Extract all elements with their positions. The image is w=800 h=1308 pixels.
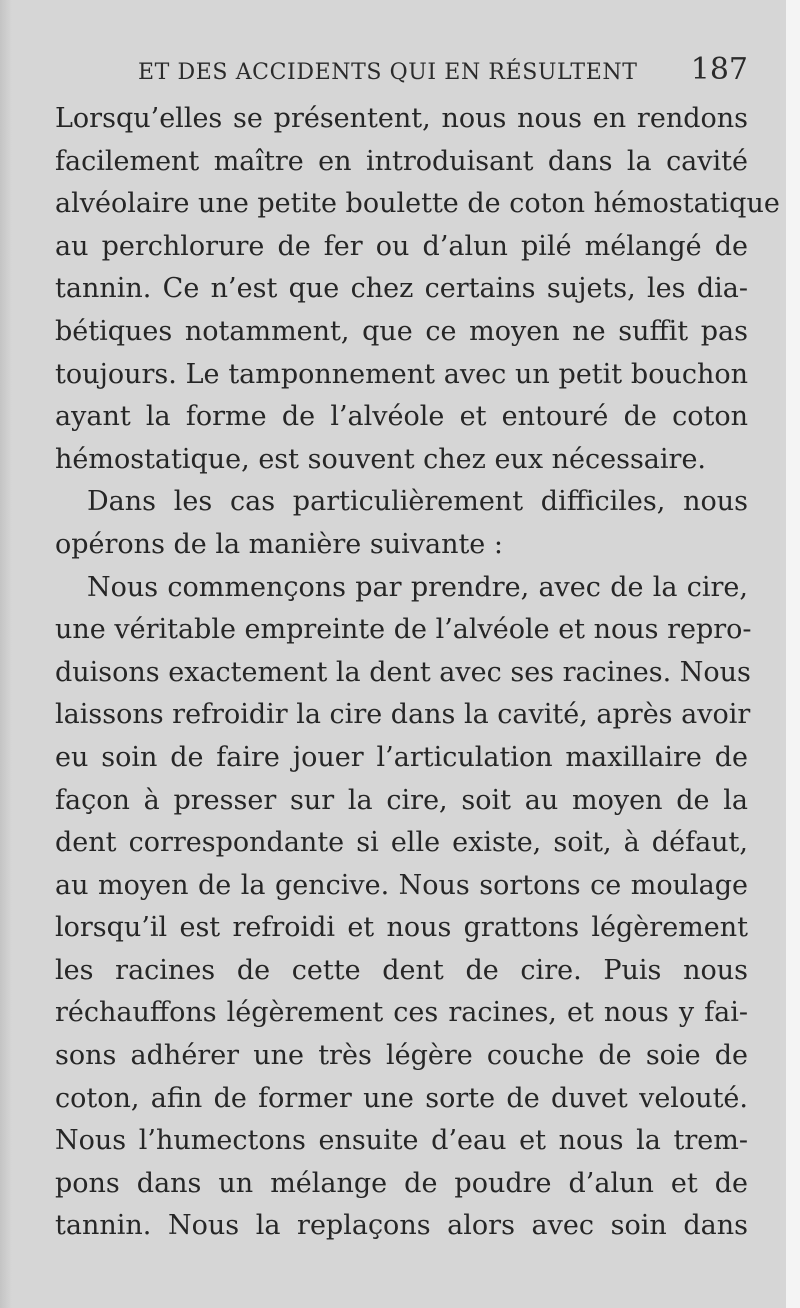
text-line: au perchlorure de fer ou d’alun pilé mélangé de <box>55 230 748 262</box>
page-number: 187 <box>690 52 748 87</box>
text-line: Lorsqu’elles se présentent, nous nous en rendons <box>55 103 748 134</box>
text-line: alvéolaire une petite boulette de coton hémostatique <box>55 188 780 220</box>
text-line: Nous commençons par prendre, avec de la cire, <box>87 571 748 603</box>
text-line: une véritable empreinte de l’alvéole et nous repro- <box>55 614 752 646</box>
text-line: hémostatique, est souvent chez eux nécessaire. <box>55 443 707 475</box>
text-line: eu soin de faire jouer l’articulation maxillaire de <box>55 741 748 773</box>
text-line: Nous l’humectons ensuite d’eau et nous la trem- <box>55 1125 748 1157</box>
text-line: bétiques notamment, que ce moyen ne suffit pas <box>55 315 748 347</box>
text-line: tannin. Ce n’est que chez certains sujets, les dia- <box>55 273 748 305</box>
text-line: dent correspondante si elle existe, soit, à défaut, <box>55 827 748 859</box>
body-text <box>55 98 780 1248</box>
text-line: pons dans un mélange de poudre d’alun et de <box>55 1167 748 1199</box>
text-line: opérons de la manière suivante : <box>55 528 503 560</box>
scan-margin <box>786 0 800 1308</box>
text-line: tannin. Nous la replaçons alors avec soin dans <box>55 1210 748 1242</box>
text-line: au moyen de la gencive. Nous sortons ce moulage <box>55 869 748 901</box>
text-line: duisons exactement la dent avec ses racines. Nous <box>55 656 751 688</box>
text-line: sons adhérer une très légère couche de soie de <box>55 1040 748 1072</box>
text-line: les racines de cette dent de cire. Puis nous <box>55 954 748 986</box>
text-line: Dans les cas particulièrement difficiles, nous <box>87 486 748 518</box>
text-line: coton, afin de former une sorte de duvet velouté. <box>55 1082 748 1114</box>
text-line: façon à presser sur la cire, soit au moyen de la <box>55 784 748 816</box>
text-line: facilement maître en introduisant dans la cavité <box>55 145 748 177</box>
text-line: ayant la forme de l’alvéole et entouré de coton <box>55 401 748 433</box>
text-line: lorsqu’il est refroidi et nous grattons légèrement <box>55 912 748 944</box>
text-line: laissons refroidir la cire dans la cavité, après avoir <box>55 699 751 731</box>
running-title: ET DES ACCIDENTS QUI EN RÉSULTENT <box>138 60 638 85</box>
text-line: toujours. Le tamponnement avec un petit bouchon <box>55 358 748 390</box>
running-head <box>138 52 748 92</box>
page-gutter-shadow <box>0 0 12 1308</box>
text-line: réchauffons légèrement ces racines, et nous y fai- <box>55 997 748 1029</box>
